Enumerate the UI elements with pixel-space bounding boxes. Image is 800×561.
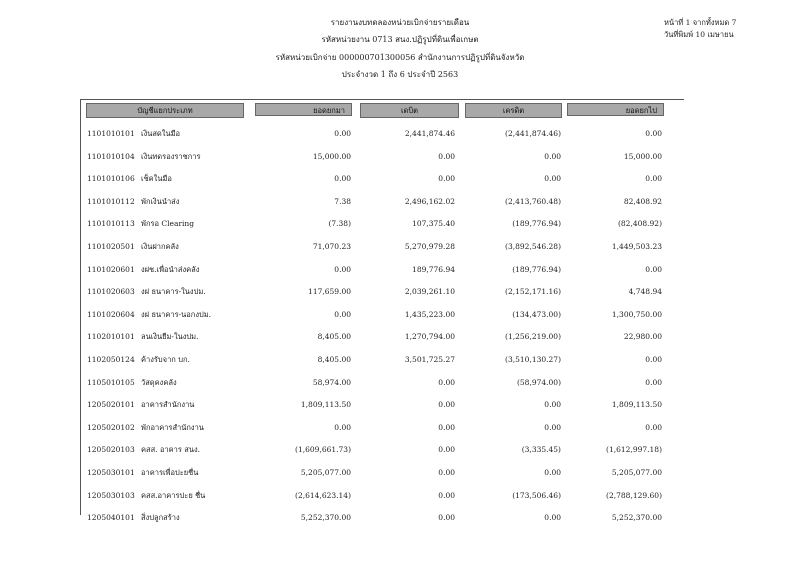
account-code: 1105010105 [87,377,135,387]
column-header-brought-forward: ยอดยกมา [255,103,352,116]
carried-forward-amount: 1,300,750.00 [611,309,662,319]
debit-amount: 0.00 [438,513,455,523]
account-name: เงินสดในมือ [141,129,181,138]
debit-amount: 2,441,874.46 [404,129,455,138]
carried-forward-amount: 0.00 [645,422,662,432]
table-row [0,196,800,208]
credit-amount: (2,413,760.48) [505,196,561,206]
carried-forward-amount: 0.00 [645,377,662,387]
debit-amount: 189,776.94 [412,264,455,274]
credit-amount: (2,152,171.16) [505,287,561,297]
brought-forward-amount: 1,809,113.50 [300,400,351,410]
credit-amount: 0.00 [544,174,561,184]
brought-forward-amount: 5,205,077.00 [300,468,351,477]
brought-forward-amount: 0.00 [334,264,351,274]
credit-amount: (3,892,546.28) [505,242,561,251]
account-code: 1101020603 [87,287,135,297]
account-code: 1102050124 [87,355,135,364]
brought-forward-amount: 7.38 [334,196,351,206]
account-name: สิ่งปลูกสร้าง [141,513,180,523]
account-code: 1101020501 [87,242,135,251]
credit-amount: (3,335.45) [521,445,561,455]
brought-forward-amount: 8,405.00 [317,332,351,342]
table-row [0,512,800,524]
page-number: หน้าที่ 1 จากทั้งหมด 7 [664,18,737,27]
account-code: 1101010106 [87,174,135,184]
carried-forward-amount: (1,612,997.18) [606,445,662,455]
period-line: ประจำงวด 1 ถึง 6 ประจำปี 2563 [341,70,459,79]
carried-forward-amount: 0.00 [645,174,662,184]
table-row [0,286,800,298]
credit-amount: (3,510,130.27) [505,355,561,364]
brought-forward-amount: 71,070.23 [312,242,351,251]
account-code: 1101010101 [87,129,135,138]
account-name: อาคารสำนักงาน [141,400,195,410]
brought-forward-amount: (1,609,661.73) [295,445,351,455]
carried-forward-amount: 1,449,503.23 [611,242,662,251]
column-header-debit: เดบิต [360,103,459,118]
carried-forward-amount: 4,748.94 [628,287,662,297]
credit-amount: 0.00 [544,468,561,477]
account-name: คสส. อาคาร สนง. [141,445,201,455]
credit-amount: (1,256,219.00) [505,332,561,342]
brought-forward-amount: 0.00 [334,309,351,319]
account-name: เงินทดรองราชการ [141,151,201,161]
table-row [0,151,800,163]
account-name: ลนเงินยืม-ในงปม. [141,332,199,342]
debit-amount: 107,375.40 [412,219,455,229]
table-row [0,173,800,185]
table-row [0,467,800,479]
account-name: คสส.อาคารปะย ชื่น [141,490,206,500]
credit-amount: 0.00 [544,422,561,432]
debit-amount: 0.00 [438,468,455,477]
carried-forward-amount: 22,980.00 [623,332,662,342]
account-name: พักอาคารสำนักงาน [141,422,204,432]
account-code: 1205020101 [87,400,135,410]
carried-forward-amount: 0.00 [645,264,662,274]
account-code: 1101010104 [87,151,135,161]
account-code: 1205040101 [87,513,135,523]
carried-forward-amount: 5,205,077.00 [611,468,662,477]
carried-forward-amount: 0.00 [645,129,662,138]
brought-forward-amount: 0.00 [334,174,351,184]
brought-forward-amount: 0.00 [334,129,351,138]
table-row [0,354,800,366]
carried-forward-amount: 0.00 [645,355,662,364]
account-code: 1101010113 [87,219,135,229]
account-name: พักเงินนำส่ง [141,196,180,206]
account-code: 1101010112 [87,196,135,206]
print-date: วันที่พิมพ์ 10 เมษายน [664,30,734,39]
account-code: 1205030103 [87,490,135,500]
disbursement-unit-line: รหัสหน่วยเบิกจ่าย 000000701300056 สำนักงานการปฏิรูปที่ดินจังหวัด [275,53,525,62]
table-row [0,128,800,140]
credit-amount: (58,974.00) [516,377,561,387]
debit-amount: 5,270,979.28 [404,242,455,251]
credit-amount: 0.00 [544,513,561,523]
carried-forward-amount: (82,408.92) [617,219,662,229]
table-row [0,490,800,502]
brought-forward-amount: 15,000.00 [312,151,351,161]
agency-line: รหัสหน่วยงาน 0713 สนง.ปฏิรูปที่ดินเพื่อเกษต [321,35,479,44]
carried-forward-amount: (2,788,129.60) [606,490,662,500]
account-code: 1102010101 [87,332,135,342]
account-name: เช็คในมือ [141,174,172,184]
report-title: รายงานงบทดลองหน่วยเบิกจ่ายรายเดือน [330,18,470,27]
brought-forward-amount: (2,614,623.14) [295,490,351,500]
account-code: 1205020103 [87,445,135,455]
debit-amount: 0.00 [438,445,455,455]
column-header-credit: เครดิต [465,103,562,118]
brought-forward-amount: 117,659.00 [308,287,351,297]
table-row [0,309,800,321]
account-code: 1205020102 [87,422,135,432]
table-row [0,399,800,411]
table-row [0,264,800,276]
credit-amount: (134,473.00) [512,309,561,319]
debit-amount: 0.00 [438,400,455,410]
debit-amount: 2,496,162.02 [404,196,455,206]
credit-amount: (173,506.46) [512,490,561,500]
table-row [0,331,800,343]
account-name: งฝช.เพื่อนำส่งคลัง [141,264,200,274]
credit-amount: (189,776.94) [512,264,561,274]
account-name: งฝ ธนาคาร-ในงปม. [141,287,206,297]
account-name: อาคารเพื่อปะยชื่น [141,468,199,477]
brought-forward-amount: (7.38) [328,219,351,229]
credit-amount: (2,441,874.46) [505,129,561,138]
account-name: ค้างรับจาก บก. [141,355,190,364]
debit-amount: 0.00 [438,377,455,387]
debit-amount: 2,039,261.10 [404,287,455,297]
carried-forward-amount: 1,809,113.50 [611,400,662,410]
table-row [0,422,800,434]
carried-forward-amount: 5,252,370.00 [611,513,662,523]
brought-forward-amount: 58,974.00 [312,377,351,387]
table-row [0,444,800,456]
account-name: วัสดุคงคลัง [141,377,177,387]
brought-forward-amount: 5,252,370.00 [300,513,351,523]
brought-forward-amount: 0.00 [334,422,351,432]
account-code: 1205030101 [87,468,135,477]
credit-amount: 0.00 [544,151,561,161]
debit-amount: 1,435,223.00 [404,309,455,319]
table-row [0,241,800,253]
debit-amount: 0.00 [438,490,455,500]
debit-amount: 0.00 [438,174,455,184]
account-code: 1101020604 [87,309,135,319]
table-row [0,377,800,389]
account-code: 1101020601 [87,264,135,274]
carried-forward-amount: 82,408.92 [623,196,662,206]
column-header-carried-forward: ยอดยกไป [567,103,664,116]
credit-amount: (189,776.94) [512,219,561,229]
account-name: พักรอ Clearing [141,219,195,229]
debit-amount: 3,501,725.27 [404,355,455,364]
debit-amount: 0.00 [438,422,455,432]
account-name: เงินฝากคลัง [141,242,179,251]
debit-amount: 1,270,794.00 [404,332,455,342]
debit-amount: 0.00 [438,151,455,161]
table-row [0,218,800,230]
credit-amount: 0.00 [544,400,561,410]
brought-forward-amount: 8,405.00 [317,355,351,364]
account-name: งฝ ธนาคาร-นอกงปม. [141,309,212,319]
carried-forward-amount: 15,000.00 [623,151,662,161]
column-header-account: บัญชีแยกประเภท [86,103,244,118]
